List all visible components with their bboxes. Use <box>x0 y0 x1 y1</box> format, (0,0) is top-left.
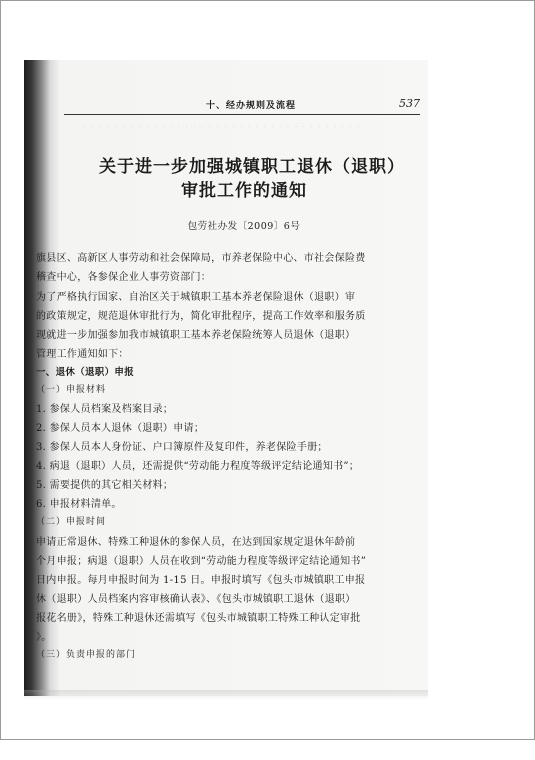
body-line: 个月申报；病退（退职）人员在收到“劳动能力程度等级评定结论通知书” <box>36 556 367 567</box>
document-page <box>24 60 428 696</box>
body-line: 旗县区、高新区人事劳动和社会保障局，市养老保险中心、市社会保险费 <box>36 253 366 264</box>
page-shadow <box>24 690 428 700</box>
bottom-strip <box>0 740 535 760</box>
body-line: 的政策规定，规范退休审批行为，简化审批程序，提高工作效率和服务质 <box>36 311 366 322</box>
page-number: 537 <box>399 97 420 110</box>
document-title-line-2: 审批工作的通知 <box>181 181 307 201</box>
list-item: 6. 申报材料清单。 <box>36 499 122 510</box>
subsection-heading: （三）负责申报的部门 <box>36 650 137 660</box>
body-line: 申请正常退休、特殊工种退休的参保人员，在达到国家规定退休年龄前 <box>36 537 356 548</box>
body-line: 休（退职）人员档案内容审核确认表》、《包头市城镇职工退休（退职） <box>36 594 356 605</box>
running-head <box>64 98 420 115</box>
document-title-line-1: 关于进一步加强城镇职工退休（退职） <box>99 157 405 177</box>
subsection-heading: （二）申报时间 <box>36 517 107 527</box>
section-title: 十、经办规则及流程 <box>206 101 297 111</box>
body-line: 管理工作通知如下： <box>36 349 129 360</box>
body-line: 为了严格执行国家、自治区关于城镇职工基本养老保险退休（退职）审 <box>36 292 356 303</box>
list-item: 3. 参保人员本人身份证、户口簿原件及复印件，养老保险手册； <box>36 442 328 453</box>
list-item: 2. 参保人员本人退休（退职）申请； <box>36 423 205 434</box>
body-line: 日内申报。每月申报时间为 1-15 日。申报时填写《包头市城镇职工申报 <box>36 575 366 586</box>
subsection-heading: （一）申报材料 <box>36 385 107 395</box>
body-line: 现就进一步加强参加我市城镇职工基本养老保险统筹人员退休（退职） <box>36 330 356 341</box>
body-line: 稽查中心，各参保企业人事劳资部门： <box>36 272 212 283</box>
body-line: 》。 <box>36 632 52 643</box>
body-line: 报花名册》，特殊工种退休还需填写《包头市城镇职工特殊工种认定审批 <box>36 613 361 624</box>
bleed-through-text: · · · · · · · · · · · · · · · · · · · · · · · · · · · · · · · · · · · · <box>84 124 362 130</box>
list-item: 1. 参保人员档案及档案目录； <box>36 404 174 415</box>
list-item: 5. 需要提供的其它相关材料； <box>36 480 174 491</box>
section-heading: 一、退休（退职）申报 <box>36 367 135 378</box>
document-number: 包劳社办发〔2009〕6号 <box>187 221 301 232</box>
list-item: 4. 病退（退职）人员，还需提供“劳动能力程度等级评定结论通知书”； <box>36 461 360 472</box>
